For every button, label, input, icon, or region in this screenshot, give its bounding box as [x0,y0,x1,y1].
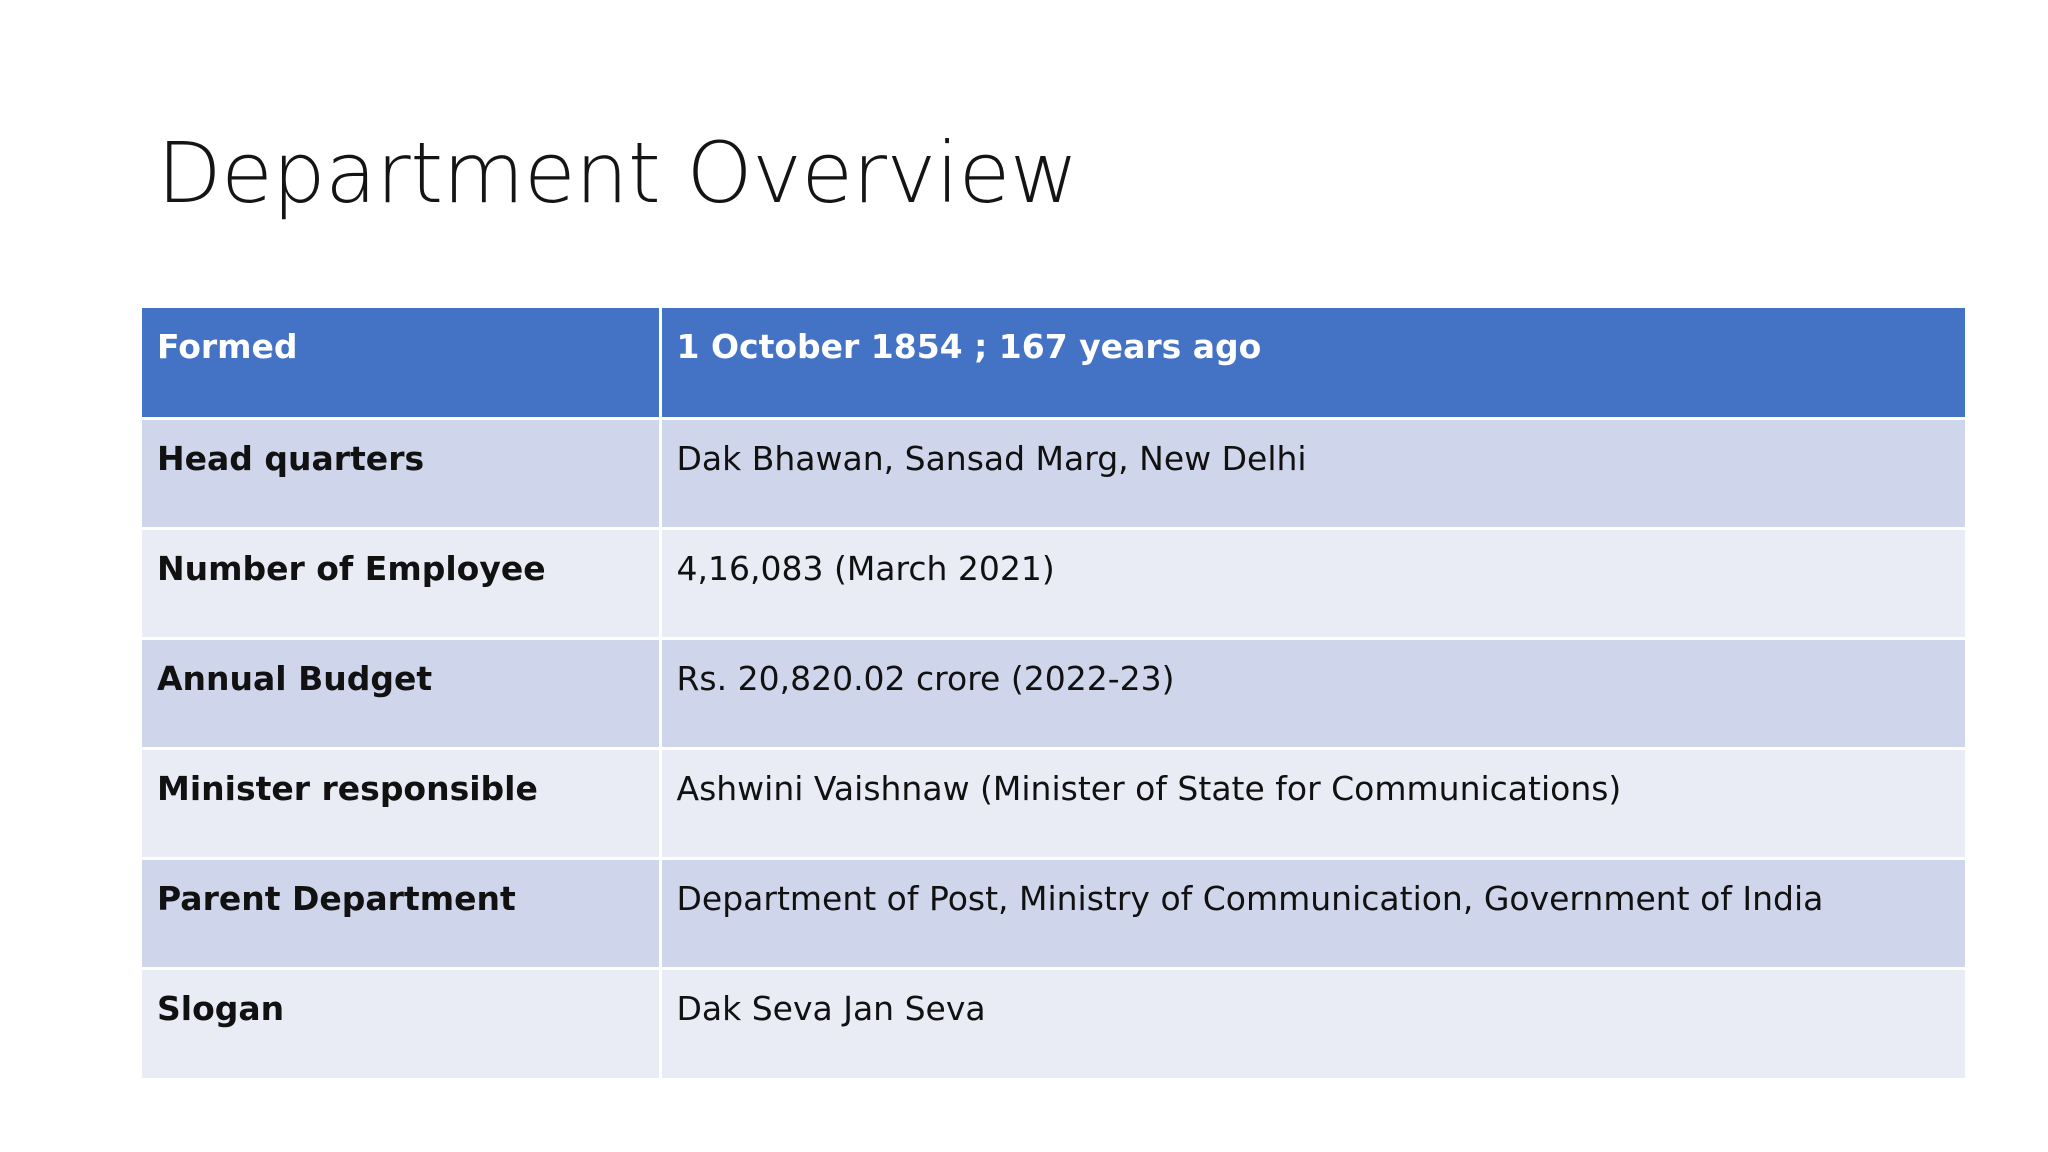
row-label: Parent Department [142,858,660,968]
table-row-number-of-employee [142,528,1965,638]
table-row-head-quarters [142,418,1965,528]
overview-table [142,308,1965,1078]
table-row-annual-budget [142,638,1965,748]
row-label: Annual Budget [142,638,660,748]
row-label: Formed [142,308,660,418]
row-value: Department of Post, Ministry of Communication, Government of India [660,858,1965,968]
row-label: Slogan [142,968,660,1078]
row-label: Head quarters [142,418,660,528]
table-row-formed [142,308,1965,418]
table-row-parent-department [142,858,1965,968]
row-value: Rs. 20,820.02 crore (2022-23) [660,638,1965,748]
row-label: Number of Employee [142,528,660,638]
table-row-slogan [142,968,1965,1078]
slide-title: Department Overview [157,124,1078,222]
row-label: Minister responsible [142,748,660,858]
row-value: 4,16,083 (March 2021) [660,528,1965,638]
row-value: 1 October 1854 ; 167 years ago [660,308,1965,418]
row-value: Dak Bhawan, Sansad Marg, New Delhi [660,418,1965,528]
row-value: Dak Seva Jan Seva [660,968,1965,1078]
row-value: Ashwini Vaishnaw (Minister of State for Communications) [660,748,1965,858]
table-row-minister-responsible [142,748,1965,858]
